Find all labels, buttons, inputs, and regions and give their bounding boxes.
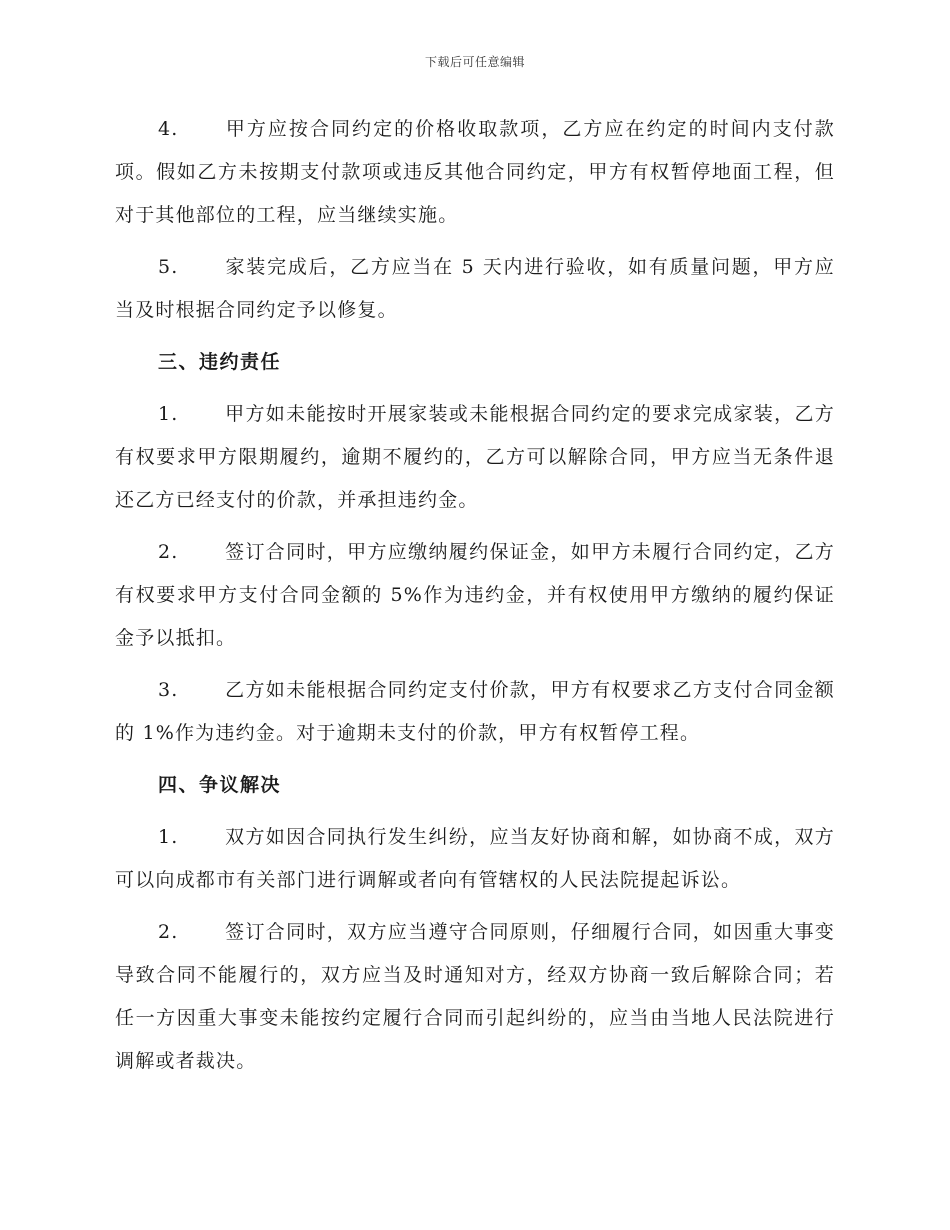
document-body [115, 108, 835, 1092]
section-heading-dispute-resolution: 四、争议解决 [158, 774, 282, 796]
clause-paragraph [115, 531, 835, 660]
clause-text: 签订合同时，甲方应缴纳履约保证金，如甲方未履行合同约定，乙方有权要求甲方支付合同金额的 5%作为违约金，并有权使用甲方缴纳的履约保证金予以抵扣。 [115, 541, 835, 649]
clause-number: 5. [158, 256, 179, 278]
clause-paragraph [115, 911, 835, 1083]
clause-paragraph [115, 669, 835, 755]
clause-text: 甲方如未能按时开展家装或未能根据合同约定的要求完成家装，乙方有权要求甲方限期履约，逾期不履约的，乙方可以解除合同，甲方应当无条件退还乙方已经支付的价款，并承担违约金。 [115, 403, 835, 511]
clause-paragraph [115, 108, 835, 237]
clause-number: 1. [158, 403, 179, 425]
clause-text: 甲方应按合同约定的价格收取款项，乙方应在约定的时间内支付款项。假如乙方未按期支付款项或违反其他合同约定，甲方有权暂停地面工程，但对于其他部位的工程，应当继续实施。 [115, 118, 835, 226]
section-heading-breach-liability: 三、违约责任 [158, 351, 282, 373]
clause-text: 乙方如未能根据合同约定支付价款，甲方有权要求乙方支付合同金额的 1%作为违约金。对于逾期未支付的价款，甲方有权暂停工程。 [115, 679, 835, 744]
clause-text: 签订合同时，双方应当遵守合同原则，仔细履行合同，如因重大事变导致合同不能履行的，双方应当及时通知对方，经双方协商一致后解除合同；若任一方因重大事变未能按约定履行合同而引起纠纷的，应当由当地人民法院进行调解或者裁决。 [115, 921, 835, 1072]
clause-text: 家装完成后，乙方应当在 5 天内进行验收，如有质量问题，甲方应当及时根据合同约定予以修复。 [115, 256, 835, 321]
clause-paragraph [115, 246, 835, 332]
clause-text: 双方如因合同执行发生纠纷，应当友好协商和解，如协商不成，双方可以向成都市有关部门进行调解或者向有管辖权的人民法院提起诉讼。 [115, 826, 835, 891]
clause-number: 4. [158, 118, 179, 140]
clause-paragraph [115, 393, 835, 522]
clause-number: 2. [158, 541, 179, 563]
header-note: 下载后可任意编辑 [424, 55, 525, 69]
clause-number: 3. [158, 679, 179, 701]
clause-paragraph [115, 816, 835, 902]
clause-number: 1. [158, 826, 179, 848]
clause-number: 2. [158, 921, 179, 943]
